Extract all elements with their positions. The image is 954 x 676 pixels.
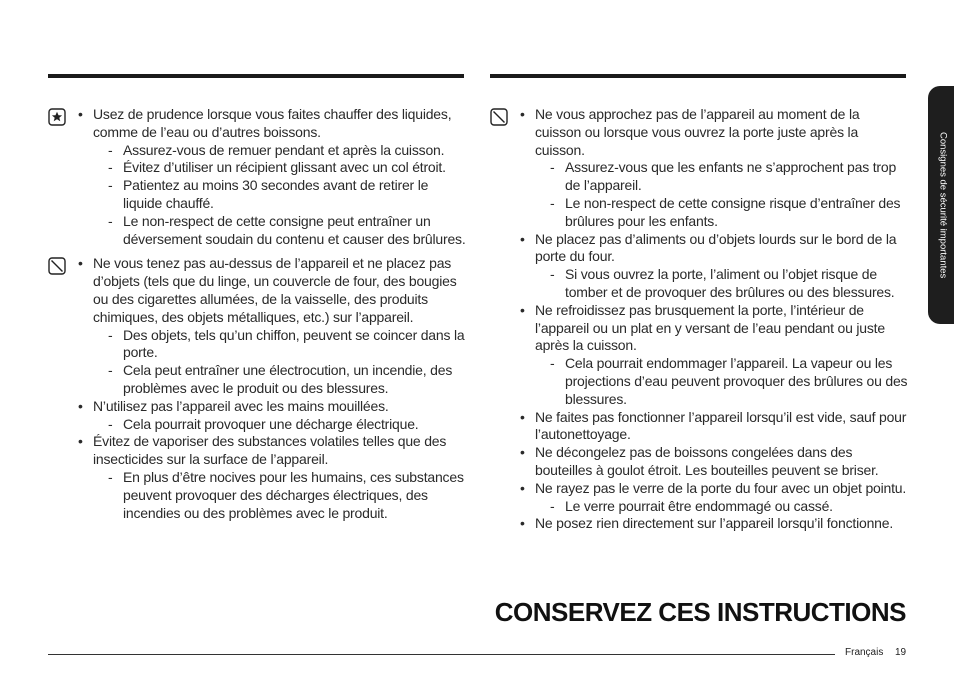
footer-title: CONSERVEZ CES INSTRUCTIONS bbox=[494, 597, 906, 627]
side-tab-label: Consignes de sécurité importantes bbox=[937, 131, 949, 279]
right-header-rule bbox=[490, 74, 906, 78]
left-column bbox=[48, 106, 466, 529]
bullet-item bbox=[520, 515, 908, 533]
sub-item: - Patientez au moins 30 secondes avant de retirer le liquide chauffé. bbox=[93, 177, 466, 213]
sub-list bbox=[93, 327, 466, 398]
bullet-text: • Ne faites pas fonctionner l’appareil lorsqu’il est vide, sauf pour l’autonettoyage. bbox=[535, 408, 907, 443]
sub-list bbox=[93, 142, 466, 249]
sub-item: - Si vous ouvrez la porte, l’aliment ou l’objet risque de tomber et de provoquer des brûlures ou des blessures. bbox=[535, 266, 908, 302]
sub-list bbox=[93, 469, 466, 522]
bullet-item bbox=[520, 444, 908, 480]
bullet-text: • Ne placez pas d’aliments ou d’objets lourds sur le bord de la porte du four. bbox=[535, 230, 897, 265]
sub-item: - Assurez-vous que les enfants ne s’approchent pas trop de l’appareil. bbox=[535, 159, 908, 195]
bullet-text: • Usez de prudence lorsque vous faites chauffer des liquides, comme de l’eau ou d’autres boissons. bbox=[93, 106, 452, 140]
bullet-text: • N’utilisez pas l’appareil avec les mains mouillées. bbox=[93, 397, 389, 414]
bullet-text: • Ne vous approchez pas de l’appareil au moment de la cuisson ou lorsque vous ouvrez la porte juste après la cuisson. bbox=[535, 106, 860, 158]
bullet-item bbox=[78, 106, 466, 248]
sub-item: - En plus d’être nocives pour les humains, ces substances peuvent provoquer des décharges électriques, des incendies ou des problèmes avec le produit. bbox=[93, 469, 466, 522]
left-header-rule bbox=[48, 74, 464, 78]
bullet-text: • Ne posez rien directement sur l’appareil lorsqu’il fonctionne. bbox=[535, 515, 894, 532]
sub-item: - Le non-respect de cette consigne peut entraîner un déversement soudain du contenu et causer des brûlures. bbox=[93, 213, 466, 249]
page-number: 19 bbox=[895, 647, 907, 658]
sub-item: - Des objets, tels qu’un chiffon, peuvent se coincer dans la porte. bbox=[93, 327, 466, 363]
bullet-item bbox=[520, 231, 908, 302]
footer-language: Français bbox=[845, 647, 884, 658]
bullet-item bbox=[520, 106, 908, 231]
bullet-item bbox=[520, 409, 908, 445]
prohibited-icon bbox=[490, 108, 508, 126]
sub-item: - Cela peut entraîner une électrocution, un incendie, des problèmes avec le produit ou des blessures. bbox=[93, 362, 466, 398]
safety-group bbox=[48, 106, 466, 248]
sub-item: - Évitez d’utiliser un récipient glissant avec un col étroit. bbox=[93, 159, 466, 177]
sub-list bbox=[93, 416, 466, 434]
bullet-item bbox=[78, 255, 466, 397]
bullet-text: • Ne décongelez pas de boissons congelées dans des bouteilles à goulot étroit. Les bouteilles peuvent se briser. bbox=[535, 444, 879, 478]
sub-item: - Cela pourrait endommager l’appareil. La vapeur ou les projections d’eau peuvent provoquer des brûlures ou des blessures. bbox=[535, 355, 908, 408]
sub-item: - Le verre pourrait être endommagé ou cassé. bbox=[535, 498, 908, 516]
star-warning-icon bbox=[48, 108, 66, 126]
bullet-text: • Évitez de vaporiser des substances volatiles telles que des insecticides sur la surface de l’appareil. bbox=[93, 433, 447, 468]
sub-item: - Cela pourrait provoquer une décharge électrique. bbox=[93, 416, 466, 434]
bullet-item bbox=[520, 302, 908, 409]
safety-group bbox=[490, 106, 908, 533]
sub-item: - Le non-respect de cette consigne risque d’entraîner des brûlures pour les enfants. bbox=[535, 195, 908, 231]
bullet-text: • Ne vous tenez pas au-dessus de l’appareil et ne placez pas d’objets (tels que du linge, un couvercle de four, des bougies ou des cigarettes allumées, de la vaisselle, des produits chimiques, des objets métalliques, etc.) sur l’appareil. bbox=[93, 255, 457, 325]
sub-list bbox=[535, 159, 908, 230]
prohibited-icon bbox=[48, 257, 66, 275]
sub-list bbox=[535, 498, 908, 516]
right-column bbox=[490, 106, 908, 540]
sub-list bbox=[535, 266, 908, 302]
bullet-text: • Ne rayez pas le verre de la porte du four avec un objet pointu. bbox=[535, 479, 907, 496]
sub-list bbox=[535, 355, 908, 408]
bullet-item bbox=[78, 433, 466, 522]
bullet-item bbox=[520, 480, 908, 516]
footer-rule bbox=[48, 654, 835, 655]
sub-item: - Assurez-vous de remuer pendant et après la cuisson. bbox=[93, 142, 466, 160]
bullet-text: • Ne refroidissez pas brusquement la porte, l’intérieur de l’appareil ou un plat en y versant de l’eau pendant ou juste après la cuisson. bbox=[535, 301, 885, 354]
safety-group bbox=[48, 255, 466, 522]
bullet-item bbox=[78, 398, 466, 434]
